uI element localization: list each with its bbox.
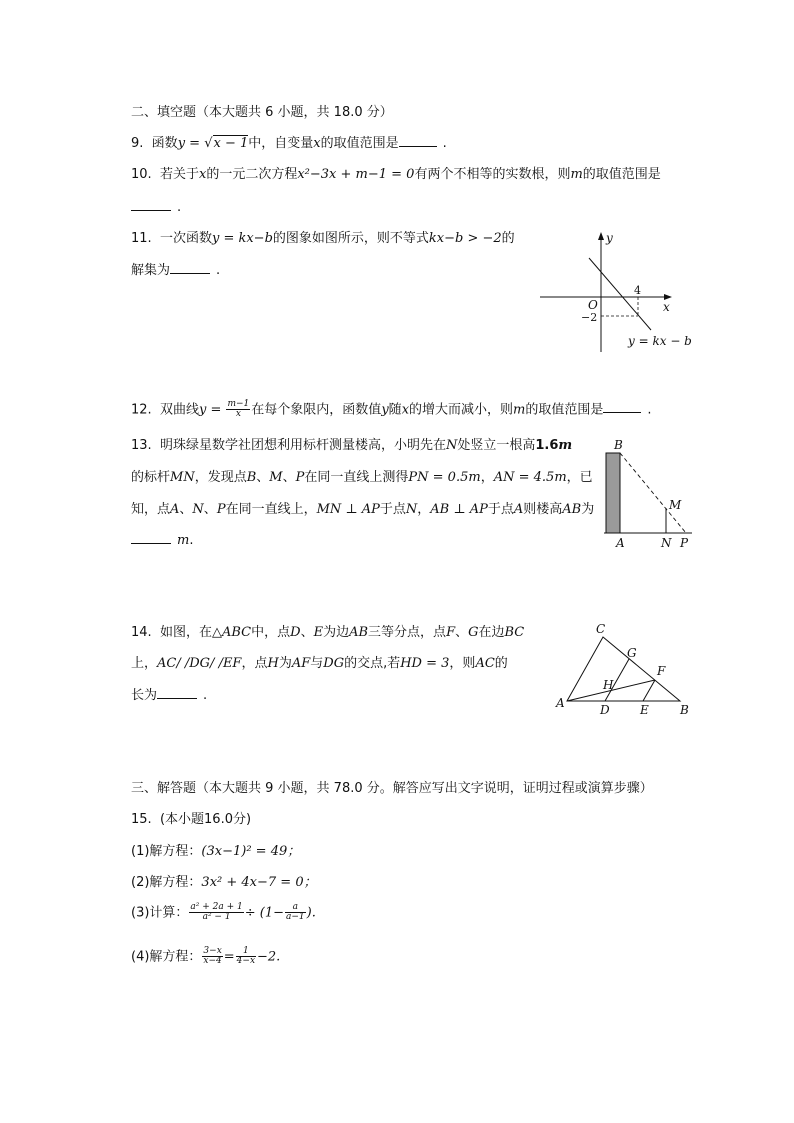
sqrt-sign: √ [204, 136, 213, 151]
q14-text: 长为 [131, 688, 158, 703]
q15-part3-mid: ÷ (1− [244, 905, 285, 921]
q14-f: F [446, 625, 456, 640]
q14-text: 的交点,若 [344, 656, 401, 671]
q14-hd: HD = 3 [400, 656, 450, 671]
line-label: y = kx − b [628, 334, 692, 348]
q12-text: 的增大而减小，则 [409, 402, 514, 418]
q10-text: 的一元二次方程 [206, 167, 298, 182]
q13-a: A [513, 502, 524, 517]
q15-part-label: (3)计算： [131, 905, 189, 921]
q14-dg: DG [323, 656, 345, 671]
q13-text: ， [480, 470, 494, 485]
y-axis-label: y [606, 231, 613, 245]
q9-var: x [313, 136, 321, 151]
q14-sep: 、 [455, 625, 469, 640]
q14-text: 在边 [478, 625, 505, 640]
q11-inequality: kx−b > −2 [428, 231, 502, 246]
section-heading: 二、填空题（本大题共 6 小题，共 18.0 分） [131, 105, 393, 120]
q15-part4-fraction1 [202, 947, 222, 967]
question-number: 15. [131, 812, 152, 827]
q12-period: . [647, 402, 652, 418]
q13-period: . [189, 533, 194, 548]
q15-part1 [131, 845, 300, 858]
q15-part4-fraction2 [236, 947, 256, 967]
q13-text: 在同一直线上测得 [304, 470, 409, 485]
q13-an: AN = 4.5 [493, 470, 555, 485]
q15-part2 [131, 876, 317, 889]
label-c: C [596, 622, 606, 636]
q9-expr: y = [177, 136, 205, 151]
q15-part3-end: ). [306, 905, 316, 921]
q13-n: N [405, 502, 418, 517]
q11-text: 的图象如图所示，则不等式 [272, 231, 429, 246]
q10-period: . [177, 200, 182, 215]
q14-ac: AC [475, 656, 495, 671]
fraction-denominator: 4−x [236, 956, 256, 967]
fraction-numerator: a [285, 903, 306, 913]
label-h: H [603, 678, 614, 692]
question-number: 12. [131, 402, 152, 418]
q14-text: ，点 [241, 656, 268, 671]
q10-m: m [570, 167, 583, 182]
q13-pn: PN = 0.5 [408, 470, 469, 485]
q10-text: 若关于 [159, 167, 199, 182]
q13-unit: m [177, 533, 190, 548]
fraction-denominator: x−4 [203, 956, 222, 967]
label-g: G [627, 646, 637, 660]
q14-text: 的 [494, 656, 508, 671]
q14-text: ，则 [449, 656, 476, 671]
q11-equation: y = kx−b [211, 231, 273, 246]
label-n: N [661, 536, 672, 550]
q13-text: 明珠绿星数学社团想利用标杆测量楼高，小明先在 [159, 438, 446, 453]
x-axis-label: x [663, 300, 670, 314]
q13-a: A [170, 502, 180, 517]
q13-p: P [216, 502, 226, 517]
q13-p: P [295, 470, 305, 485]
q13-mn: MN [170, 470, 195, 485]
label-p: P [680, 536, 689, 550]
q9-text: 函数 [151, 136, 178, 151]
q14-text: 上， [131, 656, 158, 671]
fraction-denominator: x [235, 409, 241, 420]
q13-text: 于点 [379, 502, 406, 517]
q15-part3 [131, 903, 316, 923]
q15-part4 [131, 947, 280, 967]
q13-text: 为 [581, 502, 595, 517]
label-m: M [669, 498, 682, 512]
q14-g: G [468, 625, 479, 640]
q15-part4-eq: = [223, 949, 235, 965]
q13-height: 1.6 [535, 438, 559, 453]
q13-unit: m [558, 438, 573, 453]
q10-equation: x²−3x + m−1 = 0 [297, 167, 415, 182]
q15-part2-expr: 3x² + 4x−7 = 0； [201, 875, 317, 890]
q13-text: 知，点 [131, 502, 171, 517]
q13-text: 于点 [487, 502, 514, 517]
origin-label: O [588, 298, 598, 312]
q14-text: 中，点 [251, 625, 291, 640]
q9-text: 的取值范围是 [320, 136, 399, 151]
q15-part3-fraction1 [189, 903, 243, 923]
q12-text: 双曲线 [159, 402, 199, 418]
q12-y: y [381, 402, 389, 418]
question-number: 10. [131, 167, 152, 182]
q13-text: 则楼高 [523, 502, 563, 517]
q14-af: AF [291, 656, 311, 671]
q13-sep: 、 [256, 470, 270, 485]
q9-text: 中，自变量 [248, 136, 314, 151]
q15-score: (本小题16.0分) [159, 812, 252, 827]
q13-ab: AB [562, 502, 582, 517]
tick-neg2-label: −2 [581, 311, 598, 324]
question-15 [131, 813, 251, 826]
q14-text: 如图，在 [159, 625, 212, 640]
q13-sep: ， [417, 502, 431, 517]
segment-ef [643, 680, 655, 701]
q14-triangle: △ABC [211, 625, 252, 640]
q15-part-label: (4)解方程： [131, 949, 202, 965]
q13-b: B [246, 470, 257, 485]
label-b: B [614, 438, 623, 452]
q14-parallel: AC/ /DG/ /EF [157, 656, 242, 671]
label-d: D [600, 703, 610, 717]
q15-part4-end: −2. [257, 949, 281, 965]
q14-text: 与 [310, 656, 324, 671]
label-e: E [640, 703, 649, 717]
q13-text: 在同一直线上， [225, 502, 317, 517]
q10-text: 有两个不相等的实数根，则 [414, 167, 571, 182]
q14-period: . [203, 688, 208, 703]
q12-m: m [513, 402, 526, 418]
q12-x: x [401, 402, 410, 418]
q15-part-label: (2)解方程： [131, 875, 202, 890]
q14-h: H [267, 656, 279, 671]
q12-text: 在每个象限内，函数值 [251, 402, 382, 418]
fraction-denominator: a−1 [286, 912, 305, 923]
q13-perp2: AB ⊥ AP [430, 502, 488, 517]
fraction-denominator: a² − 1 [202, 912, 231, 923]
q15-part-label: (1)解方程： [131, 844, 202, 859]
section-heading: 三、解答题（本大题共 9 小题，共 78.0 分。解答应写出文字说明，证明过程或演算步骤） [131, 781, 653, 796]
question-number: 9. [131, 136, 144, 151]
q14-text: 为 [278, 656, 292, 671]
q13-text: ，已 [566, 470, 593, 485]
q14-sep: 、 [300, 625, 314, 640]
q14-text: 为边 [323, 625, 350, 640]
q13-text: 处竖立一根高 [457, 438, 536, 453]
q13-text: ，发现点 [194, 470, 247, 485]
question-number: 11. [131, 231, 152, 246]
q13-n: N [445, 438, 458, 453]
q13-sep: 、 [179, 502, 193, 517]
q13-perp1: MN ⊥ AP [316, 502, 380, 517]
fraction-numerator: 1 [236, 947, 256, 957]
q13-sep: 、 [282, 470, 296, 485]
q14-bc: BC [504, 625, 525, 640]
q12-lhs: y = [198, 402, 226, 418]
q15-part1-expr: (3x−1)² = 49； [201, 844, 301, 859]
tick-4-label: 4 [634, 284, 641, 297]
q13-sep: 、 [203, 502, 217, 517]
q14-e: E [313, 625, 324, 640]
q11-text: 一次函数 [159, 231, 212, 246]
question-number: 14. [131, 625, 152, 640]
label-a: A [556, 696, 565, 710]
q13-m: M [269, 470, 283, 485]
q11-text: 解集为 [131, 263, 171, 278]
q15-part3-fraction2 [285, 903, 306, 923]
q10-var: x [198, 167, 207, 182]
label-f: F [657, 664, 666, 678]
q11-text: 的 [501, 231, 515, 246]
q9-period: . [442, 136, 447, 151]
q13-unit: m [554, 470, 567, 485]
q9-radicand: x − 1 [213, 136, 249, 151]
q13-text: 的标杆 [131, 470, 171, 485]
fraction-numerator: m−1 [227, 399, 250, 409]
fraction-numerator: 3−x [203, 946, 222, 956]
label-a: A [616, 536, 625, 550]
q12-text: 的取值范围是 [525, 402, 604, 418]
q14-d: D [290, 625, 301, 640]
q12-text: 随 [388, 402, 402, 418]
q13-unit: m [468, 470, 481, 485]
q11-period: . [216, 263, 221, 278]
q10-text: 的取值范围是 [582, 167, 661, 182]
question-number: 13. [131, 438, 152, 453]
label-b: B [680, 703, 689, 717]
q14-ab: AB [349, 625, 369, 640]
fraction-numerator: a² + 2a + 1 [190, 902, 243, 912]
q13-n: N [192, 502, 204, 517]
q14-text: 三等分点，点 [368, 625, 447, 640]
